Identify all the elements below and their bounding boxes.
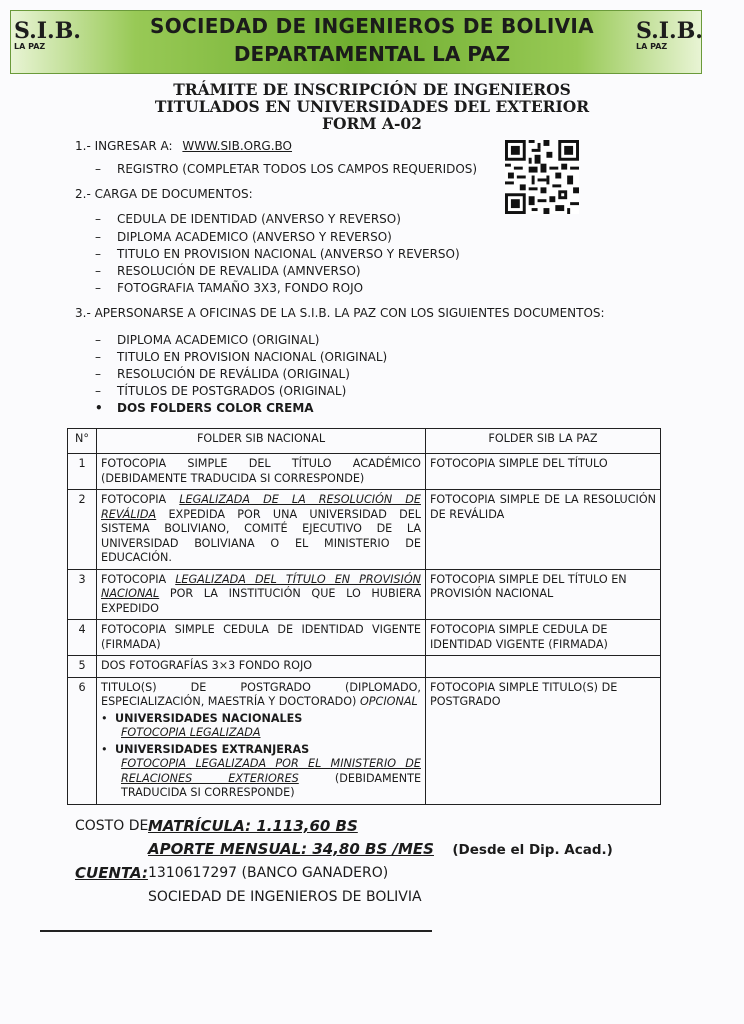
step3-heading: 3.- APERSONARSE A OFICINAS DE LA S.I.B. LA PAZ CON LOS SIGUIENTES DOCUMENTOS: xyxy=(75,306,605,320)
sib-logo-right: S.I.B. LA PAZ xyxy=(636,18,703,51)
account-holder: SOCIEDAD DE INGENIEROS DE BOLIVIA xyxy=(148,889,422,905)
step2-item: – FOTOGRAFIA TAMAÑO 3X3, FONDO ROJO xyxy=(95,281,364,295)
signature-line xyxy=(40,930,432,932)
header-department: DEPARTAMENTAL LA PAZ xyxy=(233,42,511,66)
step1-item: – REGISTRO (COMPLETAR TODOS LOS CAMPOS REQUERIDOS) xyxy=(95,162,478,176)
account-label: CUENTA: xyxy=(75,864,148,882)
sib-logo-left: S.I.B. LA PAZ xyxy=(14,18,81,51)
table-header-row xyxy=(68,429,661,454)
table-row: 1 FOTOCOPIA SIMPLE DEL TÍTULO ACADÉMICO (DEBIDAMENTE TRADUCIDA SI CORRESPONDE) FOTOCOPIA SIMPLE DEL TÍTULO xyxy=(68,454,661,490)
account-number: 1310617297 (BANCO GANADERO) xyxy=(148,865,389,881)
col-header-number: N° xyxy=(68,429,97,454)
step2-item: – TITULO EN PROVISION NACIONAL (ANVERSO Y REVERSO) xyxy=(95,247,460,261)
step2-item: – CEDULA DE IDENTIDAD (ANVERSO Y REVERSO) xyxy=(95,212,401,226)
table-row: 6 TITULO(S) DE POSTGRADO (DIPLOMADO, ESPECIALIZACIÓN, MAESTRÍA Y DOCTORADO) OPCIONAL • UNIVERSIDADES NACIONALES FOTOCOPIA LEGALIZADA • UNIVERSIDADES EXTRANJERAS FOTOCOPIA LEGALIZADA POR EL MINISTERIO DE RELACIONES EXTERIORES (DEBIDAMENTE TRADUCIDA SI CORRESPONDE) FOTOCOPIA SIMPLE TITULO(S) DE POSTGRADO xyxy=(68,677,661,804)
step3-item: – RESOLUCIÓN DE REVÁLIDA (ORIGINAL) xyxy=(95,367,350,381)
step2-heading: 2.- CARGA DE DOCUMENTOS: xyxy=(75,187,253,201)
table-row: 4 FOTOCOPIA SIMPLE CEDULA DE IDENTIDAD VIGENTE (FIRMADA) FOTOCOPIA SIMPLE CEDULA DE IDENTIDAD VIGENTE (FIRMADA) xyxy=(68,620,661,656)
col-header-sib-nacional: FOLDER SIB NACIONAL xyxy=(97,429,426,454)
sib-website-link[interactable]: WWW.SIB.ORG.BO xyxy=(182,139,293,153)
matricula-fee: MATRÍCULA: 1.113,60 BS xyxy=(148,817,358,835)
step3-item: – TITULO EN PROVISION NACIONAL (ORIGINAL) xyxy=(95,350,388,364)
qr-code-icon xyxy=(505,140,579,214)
table-row: 3 FOTOCOPIA LEGALIZADA DEL TÍTULO EN PROVISIÓN NACIONAL POR LA INSTITUCIÓN QUE LO HUBIERA EXPEDIDO FOTOCOPIA SIMPLE DEL TÍTULO EN PROVISIÓN NACIONAL xyxy=(68,569,661,620)
doc-form-code: FORM A-02 xyxy=(322,114,422,133)
step3-item: – TÍTULOS DE POSTGRADOS (ORIGINAL) xyxy=(95,384,347,398)
requirements-table xyxy=(67,428,661,805)
header-org-name: SOCIEDAD DE INGENIEROS DE BOLIVIA xyxy=(150,14,594,38)
step1-heading: 1.- INGRESAR A: WWW.SIB.ORG.BO xyxy=(75,139,293,153)
doc-title-line1: TRÁMITE DE INSCRIPCIÓN DE INGENIEROS xyxy=(173,80,571,99)
cost-label: COSTO DE xyxy=(75,818,149,834)
doc-title-line2: TITULADOS EN UNIVERSIDADES DEL EXTERIOR xyxy=(154,97,590,116)
step3-item: – DIPLOMA ACADEMICO (ORIGINAL) xyxy=(95,333,320,347)
step3-bullet-item: • DOS FOLDERS COLOR CREMA xyxy=(95,401,314,415)
table-row: 2 FOTOCOPIA LEGALIZADA DE LA RESOLUCIÓN DE REVÁLIDA EXPEDIDA POR UNA UNIVERSIDAD DEL SISTEMA BOLIVIANO, COMITÉ EJECUTIVO DE LA UNIVERSIDAD BOLIVIANA O EL MINISTERIO DE EDUCACIÓN. FOTOCOPIA SIMPLE DE LA RESOLUCIÓN DE REVÁLIDA xyxy=(68,490,661,570)
col-header-sib-la-paz: FOLDER SIB LA PAZ xyxy=(426,429,661,454)
monthly-contribution: APORTE MENSUAL: 34,80 BS /MES (Desde el Dip. Acad.) xyxy=(148,840,613,858)
sub-item-foreign: • UNIVERSIDADES EXTRANJERAS xyxy=(101,742,310,756)
step2-item: – RESOLUCIÓN DE REVALIDA (AMNVERSO) xyxy=(95,264,361,278)
table-row: 5 DOS FOTOGRAFÍAS 3×3 FONDO ROJO xyxy=(68,656,661,678)
sub-item-national: • UNIVERSIDADES NACIONALES xyxy=(101,711,303,725)
step2-item: – DIPLOMA ACADEMICO (ANVERSO Y REVERSO) xyxy=(95,230,392,244)
